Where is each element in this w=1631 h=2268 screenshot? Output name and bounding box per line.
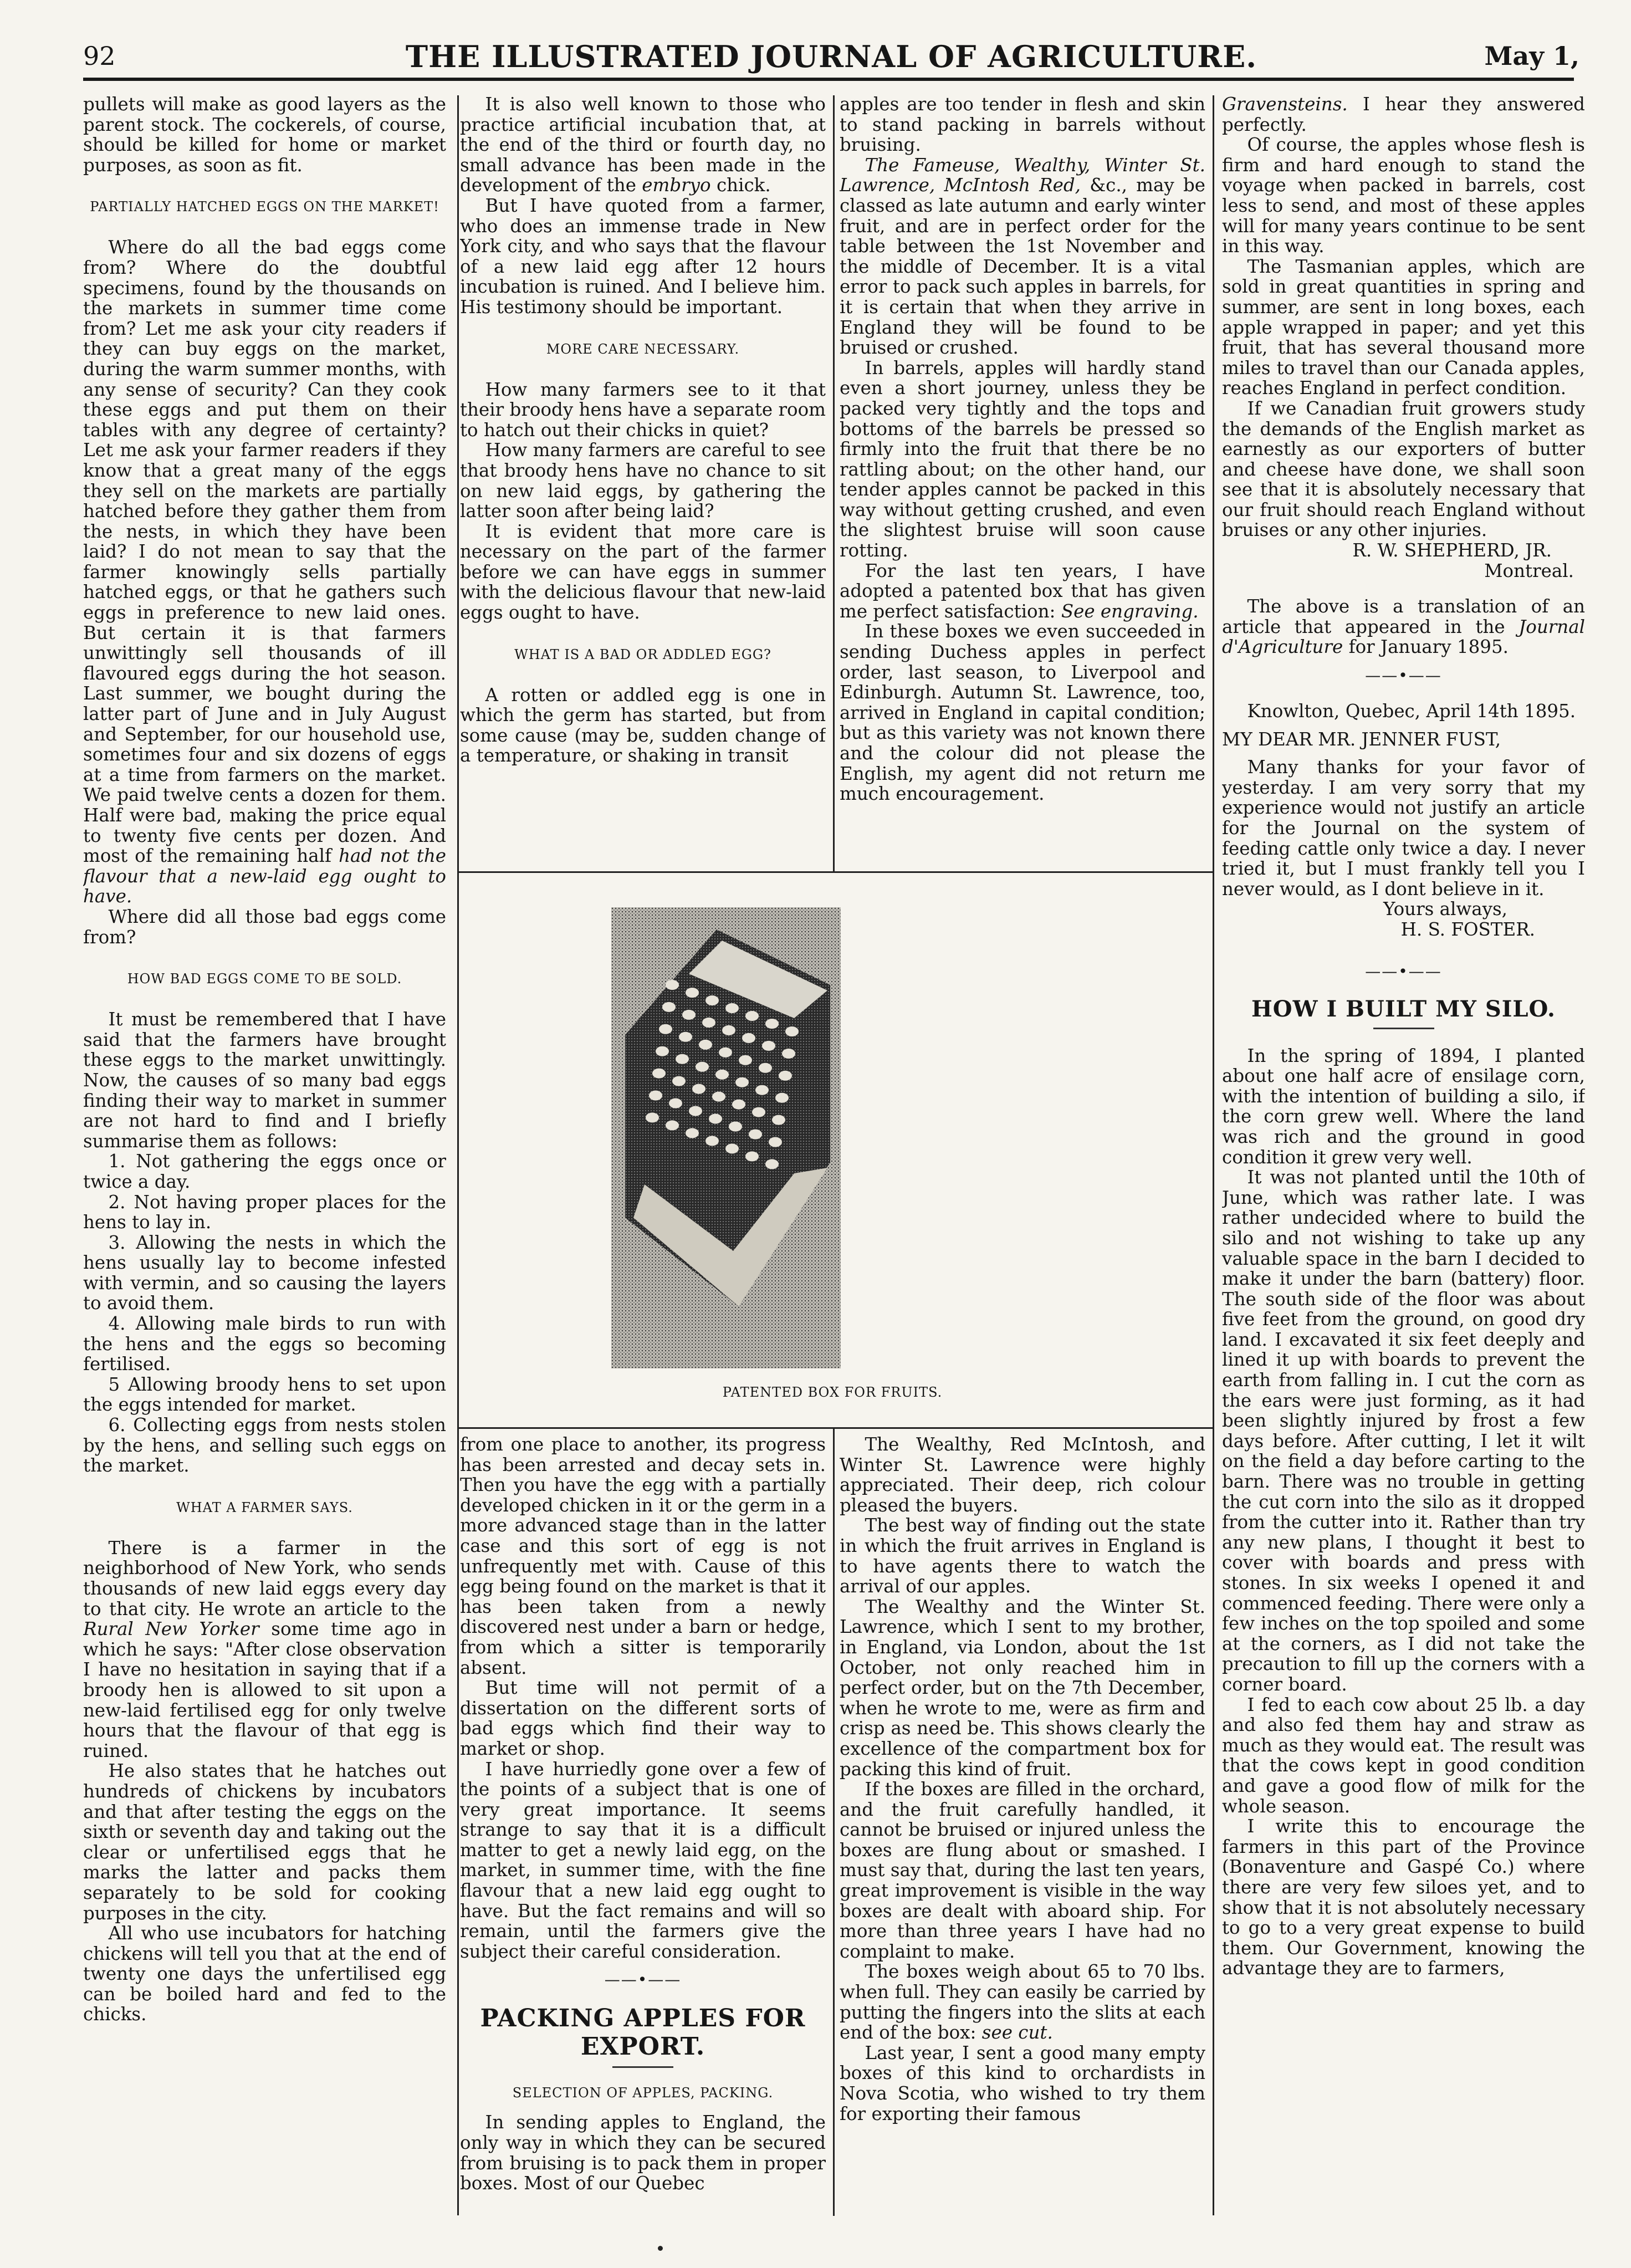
subheading: SELECTION OF APPLES, PACKING. — [512, 2085, 774, 2101]
apple-cell — [775, 1093, 789, 1103]
paragraph-text: I hear they answered perfectly. — [1222, 94, 1585, 135]
apple-cell — [696, 1062, 709, 1072]
apple-cell — [765, 1159, 779, 1169]
apple-cell — [739, 1055, 752, 1065]
apple-cell — [715, 1070, 729, 1080]
paragraph: The Wealthy and the Winter St. Lawrence, which I sent to my brother, in England, via London, about the 1st October, not only reached him in perfect order, but on the 7th December, when he wrote to me, were as firm and crisp as need be. This shows clearly the excellence of the compartment box for packing this kind of fruit. — [840, 1596, 1205, 1780]
page-header — [83, 34, 1579, 78]
apple-cell — [725, 1003, 739, 1013]
figure-caption: PATENTED BOX FOR FRUITS. — [722, 1385, 943, 1400]
column-4 — [1222, 94, 1585, 2217]
paragraph: How many farmers see to it that their broody hens have a separate room to hatch out their chicks in quiet? — [460, 379, 826, 441]
paragraph — [840, 155, 1205, 358]
paragraph: apples are too tender in flesh and skin to stand packing in barrels without bruising. — [840, 94, 1205, 156]
apple-cell — [656, 1046, 669, 1056]
article-heading: HOW I BUILT MY SILO. — [1251, 995, 1556, 1022]
section-rule — [459, 1427, 1213, 1429]
paragraph-text: The boxes weigh about 65 to 70 lbs. when full. They can easily be carried by putting the fingers into the slits at each end of the box: — [840, 1961, 1205, 2044]
paragraph: The Wealthy, Red McIntosh, and Winter St. Lawrence were highly appreciated. Their deep, rich colour pleased the buyers. — [840, 1434, 1205, 1516]
apple-cell — [709, 1114, 722, 1124]
apple-cell — [759, 1063, 772, 1073]
paragraph: All who use incubators for hatching chickens will tell you that at the end of twenty one days the unfertilised egg can be boiled hard and fed to the chicks. — [83, 1923, 446, 2025]
paragraph: But I have quoted from a farmer, who does an immense trade in New York city, and who says that the flavour of a new laid egg after 12 hours incubation is ruined. And I believe him. His testimony should be important. — [460, 195, 826, 318]
letter-dateline: Knowlton, Quebec, April 14th 1895. — [1247, 701, 1576, 722]
apple-cell — [646, 1112, 659, 1122]
heading-rule — [612, 2066, 673, 2068]
paragraph: In the spring of 1894, I planted about one half acre of ensilage corn, with the intention of building a silo, if the corn grew well. Where the land was rich and the ground in good condition it grew very well. — [1222, 1045, 1585, 1168]
apple-cell — [666, 980, 679, 990]
paragraph: I have hurriedly gone over a few of the points of a subject that is one of very great importance. It seems strange to say that it is a difficult matter to get a newly laid egg, on the market, in summer time, with the fine flavour that a new laid egg ought to have. But the fact remains and will so remain, until the farmers give the subject their careful consideration. — [460, 1758, 826, 1962]
apple-cell — [749, 1130, 762, 1140]
ornament-divider: ——•—— — [604, 1970, 682, 1989]
apple-cell — [765, 1019, 779, 1029]
apple-cell — [762, 1041, 775, 1051]
apple-cell — [745, 1011, 759, 1021]
paragraph: If we Canadian fruit growers study the demands of the English market as earnestly as our exporters of butter and cheese have done, we shall soon see that it is absolutely necessary that our fruit should reach England without bruises or any other injuries. — [1222, 397, 1585, 541]
paragraph-text: some time ago in which he says: "After close observation I have no hesitation in saying that if a broody hen is allowed to sit upon a new-laid fertilised egg for only twelve hours that the flavour of that egg is ruined. — [83, 1618, 446, 1761]
paragraph — [840, 1961, 1205, 2042]
paragraph: Of course, the apples whose flesh is firm and hard enough to stand the voyage when packed in barrels, cost less to send, and most of these apples will for many years continue to be sent in this way. — [1222, 134, 1585, 257]
apple-cell — [679, 1032, 692, 1042]
paragraph: It was not planted until the 10th of June, which was rather late. I was rather undecided where to build the silo and not wishing to take up any valuable space in the barn I decided to make it under the barn (battery) floor. The south side of the floor was about five feet from the ground, on good dry land. I excavated it six feet deeply and lined it up with boards to prevent the earth from falling in. I cut the corn as the ears were just forming, as it had been slightly injured by frost a few days before. After cutting, I let it wilt on the field a day before carting to the barn. There was no trouble in getting the cut corn into the silo as it dropped from the cutter into it. Rather than try any new plans, I thought it best to cover with boards and press with stones. In six weeks I opened it and commenced feeding. There were only a few inches on the top spoiled and some at the corners, as I did not take the precaution to fill up the corners with a corner board. — [1222, 1167, 1585, 1695]
apple-cell — [705, 1136, 719, 1146]
emphasis-text: The Fameuse, Wealthy, Winter St. Lawrence, McIntosh Red, — [840, 154, 1205, 196]
apple-cell — [676, 1054, 689, 1064]
column-rule — [833, 1429, 835, 2216]
apple-box-engraving-icon — [611, 907, 841, 1368]
apple-cell — [742, 1033, 755, 1043]
paragraph: If the boxes are filled in the orchard, and the fruit carefully handled, it cannot be bruised or injured unless the boxes are flung about or smashed. I must say that, during the last ten years, great improvement is visible in the way boxes are dealt with aboard ship. For more than three years I have had no complaint to make. — [840, 1779, 1205, 1962]
apple-box-engraving-svg — [611, 907, 841, 1368]
column-3-top — [840, 94, 1205, 867]
apple-cell — [692, 1084, 705, 1094]
paragraph: The best way of finding out the state in which the fruit arrives in England is to have agents there to watch the arrival of our apples. — [840, 1515, 1205, 1597]
paragraph: A rotten or addled egg is one in which the germ has started, but from some cause (may be, sudden change of a temperature, or shaking in transit — [460, 684, 826, 767]
paragraph-text: It is also well known to those who practice artificial incubation that, at the end of the third or fourth day, no small advance has been made in the development of the — [460, 94, 826, 196]
apple-cell — [772, 1115, 785, 1125]
apple-cell — [725, 1143, 739, 1153]
apple-cell — [729, 1122, 742, 1132]
apple-cell — [769, 1137, 782, 1147]
column-3-bottom — [840, 1434, 1205, 2221]
letter-closing: Yours always, — [1383, 898, 1507, 920]
column-rule — [457, 95, 459, 2215]
emphasis-text: see cut. — [981, 2022, 1053, 2044]
apple-cell — [705, 995, 719, 1005]
subheading: HOW BAD EGGS COME TO BE SOLD. — [127, 971, 402, 987]
subheading: MORE CARE NECESSARY. — [546, 341, 740, 357]
letter-salutation: MY DEAR MR. JENNER FUST, — [1222, 728, 1501, 750]
apple-cell — [682, 1010, 696, 1020]
apple-cell — [659, 1024, 672, 1034]
paragraph: He also states that he hatches out hundreds of chickens by incubators and that after testing the eggs on the sixth or seventh day and taking out the clear or unfertilised eggs that he marks the latter and packs them separately to be sold for cooking purposes in the city. — [83, 1760, 446, 1924]
paragraph-text: The above is a translation of an article that appeared in the — [1222, 596, 1585, 637]
column-2-bottom — [460, 1434, 826, 2221]
paragraph: Where did all those bad eggs come from? — [83, 906, 446, 948]
header-rule — [83, 78, 1574, 81]
author-signature: R. W. SHEPHERD, JR. — [1352, 540, 1552, 561]
emphasis-text: embryo — [642, 175, 711, 196]
apple-cell — [702, 1018, 715, 1028]
subheading: WHAT IS A BAD OR ADDLED EGG? — [514, 646, 771, 662]
paragraph: I write this to encourage the farmers in this part of the Province (Bonaventure and Gaspé Co.) where there are very few siloes yet, and to show that it is not absolutely necessary to go to a very great expense to build them. Our Government, knowing the advantage they are to farmers, — [1222, 1816, 1585, 1979]
list-item: 3. Allowing the nests in which the hens usually lay to become infested with vermin, and so causing the layers to avoid them. — [83, 1232, 446, 1314]
paragraph: I fed to each cow about 25 lb. a day and also fed them hay and straw as much as they would eat. The result was that the cows kept in good condition and gave a good flow of milk for the whole season. — [1222, 1694, 1585, 1817]
paragraph: How many farmers are careful to see that broody hens have no chance to sit on new laid eggs, by gathering the latter soon after being laid? — [460, 440, 826, 522]
apple-cell — [719, 1048, 732, 1058]
emphasis-text: had not the flavour that a new-laid egg ought to have. — [83, 845, 446, 907]
apple-cell — [686, 1128, 699, 1138]
paragraph: In barrels, apples will hardly stand even a short journey, unless they be packed very tightly and the tops and bottoms of the barrels be pressed so firmly into the fruit that there be no rattling about; on the other hand, our tender apples cannot be packed in this way without getting crushed, and even the slightest bruise will soon cause rotting. — [840, 357, 1205, 561]
paragraph-text: &c., may be classed as late autumn and early winter fruit, and are in perfect order for the table between the 1st November and the middle of December. It is a vital error to pack such apples in barrels, for it is certain that when they arrive in England they will be found to be bruised or crushed. — [840, 175, 1205, 359]
column-1 — [83, 94, 446, 2217]
paragraph: Last year, I sent a good many empty boxes of this kind to orchardists in Nova Scotia, who wished to try them for exporting their famous — [840, 2042, 1205, 2124]
paragraph — [83, 1538, 446, 1761]
ornament-divider: ——•—— — [1365, 962, 1442, 980]
paragraph: But time will not permit of a dissertation on the different sorts of bad eggs which find their way to market or shop. — [460, 1677, 826, 1759]
subheading: WHAT A FARMER SAYS. — [176, 1499, 353, 1515]
paragraph-text: chick. — [716, 175, 771, 196]
editor-note — [1222, 596, 1585, 657]
paragraph — [1222, 94, 1585, 135]
apple-cell — [662, 1002, 676, 1012]
apple-cell — [732, 1100, 745, 1110]
paragraph-text: For the last ten years, I have adopted a patented box that has given me perfect satisfaction: — [840, 560, 1205, 622]
emphasis-text: Gravensteins. — [1222, 94, 1348, 115]
apple-cell — [722, 1025, 735, 1035]
subheading: PARTIALLY HATCHED EGGS ON THE MARKET! — [90, 199, 439, 215]
apple-cell — [785, 1026, 799, 1036]
author-place: Montreal. — [1484, 560, 1574, 581]
apple-cell — [755, 1085, 769, 1095]
apple-cell — [652, 1069, 666, 1079]
page-number: 92 — [83, 41, 116, 71]
apple-cell — [752, 1107, 765, 1117]
list-item: 2. Not having proper places for the hens to lay in. — [83, 1191, 446, 1233]
list-item: 1. Not gathering the eggs once or twice a day. — [83, 1151, 446, 1192]
apple-cell — [669, 1099, 682, 1109]
paragraph: from one place to another, its progress has been arrested and decay sets in. Then you have the egg with a partially developed chicken in it or the germ in a more advanced stage than in the latter case and this sort of egg is not unfrequently met with. Cause of this egg being found on the market is that it has been taken from a newly discovered nest under a barn or hedge, from which a sitter is temporarily absent. — [460, 1434, 826, 1678]
apple-cell — [735, 1077, 749, 1087]
letter-signature: H. S. FOSTER. — [1400, 918, 1535, 940]
emphasis-text: Journal d'Agriculture — [1222, 616, 1585, 658]
apple-cell — [745, 1151, 759, 1161]
journal-title: THE ILLUSTRATED JOURNAL OF AGRICULTURE. — [405, 39, 1257, 74]
paragraph: In sending apples to England, the only way in which they can be secured from bruising is to pack them in proper boxes. Most of our Quebec — [460, 2112, 826, 2194]
apple-cell — [689, 1106, 702, 1116]
apple-cell — [782, 1049, 795, 1059]
paragraph: The Tasmanian apples, which are sold in great quantities in spring and summer, are sent in long boxes, each apple wrapped in paper; and yet this fruit, that has several thousand more miles to travel than our Canada apples, reaches England in perfect condition. — [1222, 256, 1585, 399]
paragraph — [460, 94, 826, 196]
column-2-top — [460, 94, 826, 867]
paragraph — [83, 237, 446, 907]
paragraph-text: for January 1895. — [1348, 636, 1509, 658]
paragraph: pullets will make as good layers as the parent stock. The cockerels, of course, should be killed for home or market purposes, as soon as fit. — [83, 94, 446, 176]
apple-cell — [649, 1091, 662, 1101]
list-item: 5 Allowing broody hens to set upon the eggs intended for market. — [83, 1373, 446, 1416]
emphasis-text: See engraving. — [1061, 600, 1199, 622]
letter-body: Many thanks for your favor of yesterday. I am very sorry that my experience would not justify an article for the Journal on the system of feeding cattle only twice a day. I never tried it, but I must frankly tell you I never would, as I dont believe in it. — [1222, 757, 1585, 900]
apple-cell — [779, 1071, 792, 1081]
list-item: 4. Allowing male birds to run with the hens and the eggs so becoming fertilised. — [83, 1313, 446, 1375]
heading-rule — [1373, 1028, 1434, 1029]
paragraph — [840, 561, 1205, 622]
apple-cell — [686, 988, 699, 998]
paragraph-text: There is a farmer in the neighborhood of New York, who sends thousands of new laid eggs every day to that city. He wrote an article to the — [83, 1537, 446, 1620]
apple-cell — [666, 1120, 679, 1130]
apple-cell — [712, 1092, 725, 1102]
section-rule — [459, 871, 1213, 873]
paragraph: It must be remembered that I have said that the farmers have brought these eggs to the market unwittingly. Now, the causes of so many bad eggs finding their way to market in summer are not hard to find and I briefly summarise them as follows: — [83, 1009, 446, 1152]
page-dot — [658, 2246, 663, 2251]
apple-cell — [672, 1076, 686, 1086]
paragraph-text: Where do all the bad eggs come from? Where do the doubtful specimens, found by the thousands on the markets in summer time come from? Let me ask your city readers if they can buy eggs on the market, during the warm summer months, with any sense of security? Can they cook these eggs and put them on their tables with any degree of certainty? Let me ask your farmer readers if they know that a great many of the eggs they sell on the markets are partially hatched before they gather them from the nests, in which they have been laid? I do not mean to say that the farmer knowingly sells partially hatched eggs, or that he gathers such eggs in preference to new laid ones. But certain it is that farmers unwittingly sell thousands of ill flavoured eggs during the hot season. Last summer, we bought during the latter part of June and in July August and September, for our household use, sometimes four and six dozens of eggs at a time from farmers on the market. We paid twelve cents a dozen for them. Half were bad, making the price equal to twenty five cents per dozen. And most of the remaining half — [83, 237, 446, 867]
ornament-divider: ——•—— — [1365, 666, 1442, 685]
issue-date: May 1, — [1484, 41, 1579, 71]
column-rule — [833, 95, 835, 871]
column-rule — [1213, 95, 1214, 2215]
article-heading: PACKING APPLES FOR EXPORT. — [480, 2004, 806, 2061]
paragraph: It is evident that more care is necessary on the part of the farmer before we can have eggs in summer with the delicious flavour that new-laid eggs ought to have. — [460, 520, 826, 624]
apple-cell — [699, 1040, 712, 1050]
paragraph: In these boxes we even succeeded in sending Duchess apples in perfect order, last season, to Liverpool and Edinburgh. Autumn St. Lawrence, too, arrived in England in capital condition; but as this variety was not known there and the colour did not please the English, my agent did not return me much encouragement. — [840, 621, 1205, 805]
list-item: 6. Collecting eggs from nests stolen by the hens, and selling such eggs on the market. — [83, 1414, 446, 1477]
emphasis-text: Rural New Yorker — [83, 1618, 259, 1640]
